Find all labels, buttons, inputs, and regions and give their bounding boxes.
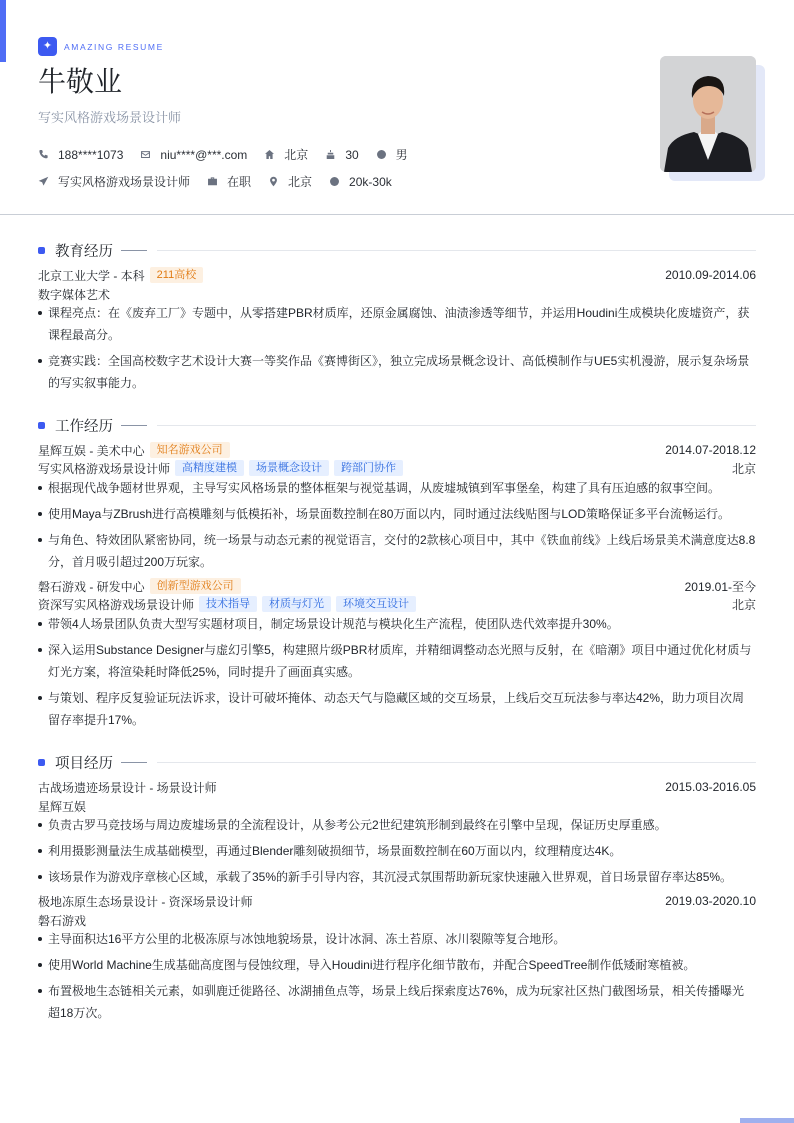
project-name: 古战场遗迹场景设计 - 场景设计师 <box>38 780 217 795</box>
project-entry-header <box>38 778 756 796</box>
salary-item <box>329 175 392 189</box>
skill-tag: 材质与灯光 <box>262 596 331 612</box>
target-role-text: 写实风格游戏场景设计师 <box>58 175 191 189</box>
work-bullet: 与角色、特效团队紧密协同，统一场景与动态元素的视觉语言，交付的2款核心项目中，其中《铁血前线》上线后场景美术满意度达8.8分，首月吸引超过200万玩家。 <box>38 529 756 573</box>
money-icon <box>329 176 340 187</box>
role-name: 资深写实风格游戏场景设计师 <box>38 597 195 612</box>
work-role-row <box>38 595 756 613</box>
skill-tag: 高精度建模 <box>175 460 244 476</box>
education-period: 2010.09-2014.06 <box>665 268 756 282</box>
work-role-row <box>38 459 756 477</box>
work-bullet: 带领4人场景团队负责大型写实题材项目，制定场景设计规范与模块化生产流程，使团队迭代效率提升30%。 <box>38 613 756 635</box>
section-marker <box>38 422 45 429</box>
company-name: 磐石游戏 - 研发中心 <box>38 579 145 594</box>
company-tag: 创新型游戏公司 <box>150 578 241 594</box>
home-item <box>264 146 308 163</box>
home-icon <box>264 149 275 160</box>
section-dash <box>121 250 147 251</box>
work-period: 2014.07-2018.12 <box>665 443 756 457</box>
target-role-item <box>38 173 190 190</box>
resume-header <box>0 0 794 215</box>
brand <box>38 37 164 56</box>
company-name: 星辉互娱 - 美术中心 <box>38 443 145 458</box>
work-city: 北京 <box>731 461 756 476</box>
project-company: 星辉互娱 <box>38 800 87 814</box>
project-bullet: 利用摄影测量法生成基础模型，再通过Blender雕刻破损细节，场景面数控制在60万面以内，纹理精度达4K。 <box>38 840 756 862</box>
briefcase-icon <box>207 176 218 187</box>
education-bullet: 竞赛实践：全国高校数字艺术设计大赛一等奖作品《赛博街区》，独立完成场景概念设计、高低模制作与UE5实机漫游，展示复杂场景的写实叙事能力。 <box>38 350 756 394</box>
salary-text: 20k-30k <box>349 174 392 189</box>
project-name: 极地冻原生态场景设计 - 资深场景设计师 <box>38 894 253 909</box>
school-name: 北京工业大学 - 本科 <box>38 268 145 283</box>
skill-tag: 场景概念设计 <box>249 460 329 476</box>
education-bullet: 课程亮点：在《废弃工厂》专题中，从零搭建PBR材质库，还原金属腐蚀、油渍渗透等细节，并运用Houdini生成模块化废墟资产，获课程最高分。 <box>38 302 756 346</box>
age-item <box>325 148 358 162</box>
project-bullet: 主导面积达16平方公里的北极冻原与冰蚀地貌场景，设计冰洞、冻土苔原、冰川裂隙等复合地形。 <box>38 928 756 950</box>
section-rule <box>157 425 756 426</box>
section-marker <box>38 247 45 254</box>
work-city: 北京 <box>731 597 756 612</box>
education-section-header <box>38 240 756 261</box>
email-item <box>140 148 247 162</box>
work-bullet: 根据现代战争题材世界观，主导写实风格场景的整体框架与视觉基调，从废墟城镇到军事堡垒，构建了具有压迫感的叙事空间。 <box>38 477 756 499</box>
section-dash <box>121 425 147 426</box>
age-text: 30 <box>345 147 359 162</box>
status-text: 在职 <box>227 175 252 189</box>
project-period: 2019.03-2020.10 <box>665 894 756 908</box>
project-bullet: 负责古罗马竞技场与周边废墟场景的全流程设计，从参考公元2世纪建筑形制到最终在引擎中呈现，保证历史厚重感。 <box>38 814 756 836</box>
section-rule <box>157 250 756 251</box>
skill-tag: 技术指导 <box>199 596 257 612</box>
major: 数字媒体艺术 <box>38 288 111 302</box>
project-bullet: 使用World Machine生成基础高度图与侵蚀纹理，导入Houdini进行程序化细节散布，并配合SpeedTree制作低矮耐寒植被。 <box>38 954 756 976</box>
location-pin-icon <box>268 176 279 187</box>
project-company: 磐石游戏 <box>38 914 87 928</box>
contact-row-1 <box>38 146 425 163</box>
home-text: 北京 <box>284 148 309 162</box>
work-bullet: 与策划、程序反复验证玩法诉求，设计可破坏掩体、动态天气与隐藏区域的交互场景，上线后交互玩法参与率达42%，助力项目次周留存率提升17%。 <box>38 687 756 731</box>
education-entry-header <box>38 266 756 284</box>
section-rule <box>157 762 756 763</box>
project-bullet: 布置极地生态链相关元素，如驯鹿迁徙路径、冰湖捕鱼点等，场景上线后探索度达76%，成为玩家社区热门截图场景，相关传播曝光超18万次。 <box>38 980 756 1024</box>
email-text: niu****@***.com <box>160 147 248 162</box>
contact-row-2 <box>38 173 409 190</box>
gender-icon <box>376 149 387 160</box>
skill-tag: 跨部门协作 <box>334 460 403 476</box>
brand-text: AMAZING RESUME <box>64 41 164 52</box>
work-section-header <box>38 415 756 436</box>
gender-text: 男 <box>395 148 408 162</box>
section-marker <box>38 759 45 766</box>
send-icon <box>38 176 49 187</box>
gender-item <box>376 146 408 163</box>
status-item <box>207 173 251 190</box>
section-title: 教育经历 <box>55 244 113 260</box>
work-period: 2019.01-至今 <box>684 579 756 594</box>
candidate-name: 牛敬业 <box>38 65 123 98</box>
project-bullet: 该场景作为游戏序章核心区域，承载了35%的新手引导内容，其沉浸式氛围帮助新玩家快速融入世界观，首日场景留存率达85%。 <box>38 866 756 888</box>
projects-section-header <box>38 752 756 773</box>
phone-icon <box>38 149 49 160</box>
project-period: 2015.03-2016.05 <box>665 780 756 794</box>
sparkle-icon: ✦ <box>38 37 57 56</box>
avatar-photo <box>660 56 756 172</box>
corner-accent <box>740 1118 794 1123</box>
cake-icon <box>325 149 336 160</box>
school-tag: 211高校 <box>150 267 204 283</box>
company-tag: 知名游戏公司 <box>150 442 230 458</box>
project-entry-header <box>38 892 756 910</box>
work-entry-header <box>38 441 756 459</box>
target-city-text: 北京 <box>288 175 313 189</box>
work-entry-header <box>38 577 756 595</box>
skill-tag: 环境交互设计 <box>336 596 416 612</box>
phone-text: 188****1073 <box>58 147 124 162</box>
role-name: 写实风格游戏场景设计师 <box>38 461 171 476</box>
work-bullet: 深入运用Substance Designer与虚幻引擎5，构建照片级PBR材质库，并精细调整动态光照与反射，在《暗潮》项目中通过优化材质与灯光方案，将渲染耗时降低25%，同时提升了画面真实感。 <box>38 639 756 683</box>
section-dash <box>121 762 147 763</box>
section-title: 工作经历 <box>55 419 113 435</box>
work-bullet: 使用Maya与ZBrush进行高模雕刻与低模拓补，场景面数控制在80万面以内，同时通过法线贴图与LOD策略保证多平台流畅运行。 <box>38 503 756 525</box>
phone-item <box>38 148 123 162</box>
mail-icon <box>140 149 151 160</box>
job-title: 写实风格游戏场景设计师 <box>38 110 182 125</box>
section-title: 项目经历 <box>55 756 113 772</box>
target-city-item <box>268 173 312 190</box>
